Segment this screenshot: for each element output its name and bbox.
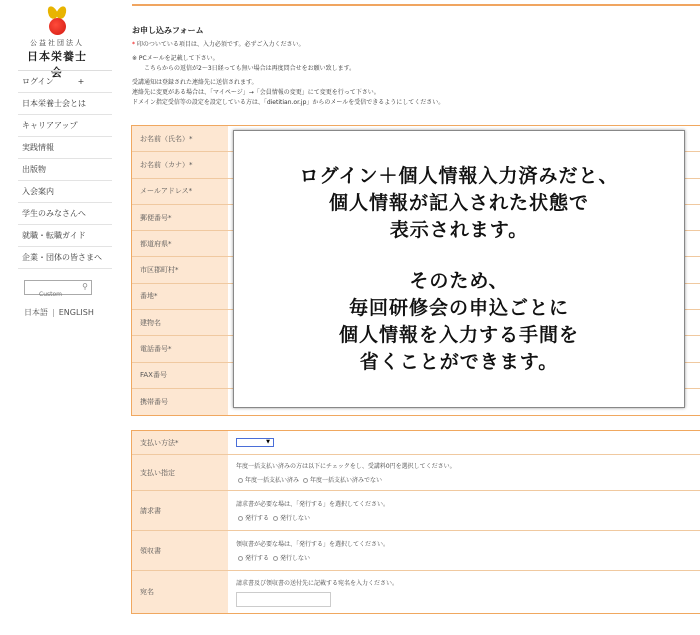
note-pc-mail: ※ PCメールを記載して下さい。	[132, 55, 219, 62]
field-label: 携帯番号	[132, 389, 228, 415]
field-label: FAX番号	[132, 363, 228, 388]
not-paid-radio[interactable]: 年度一括支払い済みでない	[303, 477, 382, 484]
site-search	[24, 280, 92, 295]
required-mark: *	[132, 41, 135, 48]
field-label: 都道府県*	[132, 231, 228, 256]
form-row-address-to	[132, 571, 700, 613]
field-label: 建物名	[132, 310, 228, 335]
field-label: 領収書	[132, 531, 228, 570]
address-to-desc: 請求書及び領収書の送付先に記載する宛名を入力ください。	[236, 579, 399, 587]
sidebar-item-practice[interactable]: 実践情報	[18, 137, 112, 159]
site-logo[interactable]	[22, 6, 92, 80]
sidebar-item-membership[interactable]: 入会案内	[18, 181, 112, 203]
note-pc-reply: こちらからの返信が2～3日経っても無い場合は再度問合せをお願い致します。	[144, 65, 356, 72]
sidebar	[0, 0, 112, 635]
form-row-receipt	[132, 531, 700, 571]
note-required: 印のついている項目は、入力必須です。必ずご入力ください。	[136, 41, 305, 48]
callout-line: 個人情報を入力する手間を	[338, 323, 579, 346]
receipt-issue-radio[interactable]: 発行する	[238, 555, 269, 562]
plus-icon: +	[77, 77, 85, 86]
top-divider	[132, 4, 700, 6]
field-label: お名前（氏名）*	[132, 126, 228, 151]
receipt-desc: 領収書が必要な場は、「発行する」を選択してください。	[236, 541, 390, 548]
note-notification: 受講通知は登録された連絡先に送信されます。	[132, 79, 258, 86]
invoice-no-issue-radio[interactable]: 発行しない	[273, 515, 310, 522]
callout-line: 個人情報が記入された状態で	[328, 191, 589, 214]
form-row-invoice	[132, 491, 700, 531]
paid-radio[interactable]: 年度一括支払い済み	[238, 477, 299, 484]
sidebar-item-publications[interactable]: 出版物	[18, 159, 112, 181]
sidebar-item-jobs[interactable]: 就職・転職ガイド	[18, 225, 112, 247]
sidebar-item-label: ログイン	[22, 77, 54, 86]
callout-line: ログイン＋個人情報入力済みだと、	[299, 164, 619, 187]
sidebar-item-companies[interactable]: 企業・団体の皆さまへ	[18, 247, 112, 269]
field-label: 電話番号*	[132, 336, 228, 361]
callout-line: 表示されます。	[389, 218, 529, 241]
form-row-payment-method	[132, 431, 700, 455]
invoice-issue-radio[interactable]: 発行する	[238, 515, 269, 522]
invoice-desc: 請求書が必要な場は、「発行する」を選択してください。	[236, 501, 390, 508]
field-label: 番地*	[132, 284, 228, 309]
language-switcher	[24, 307, 94, 318]
field-label: 宛名	[132, 571, 228, 613]
field-label: 支払い指定	[132, 455, 228, 490]
sidebar-item-career[interactable]: キャリアアップ	[18, 115, 112, 137]
form-notes	[132, 40, 692, 108]
callout-line: 省くことができます。	[359, 350, 559, 373]
note-domain: ドメイン指定受信等の設定を設定している方は、「dietitian.or.jp」からのメールを受信できるようにしてください。	[132, 99, 445, 106]
payment-method-select[interactable]	[236, 438, 274, 447]
note-change: 連絡先に変更がある場合は、「マイページ」→「会員情報の変更」にて変更を行って下さい。	[132, 89, 380, 96]
logo-emblem-icon	[42, 6, 72, 38]
search-icon[interactable]: ⚲	[82, 282, 88, 291]
logo-subtitle: 公益社団法人	[30, 39, 84, 47]
explanation-callout	[233, 130, 685, 408]
sidebar-item-about[interactable]: 日本栄養士会とは	[18, 93, 112, 115]
search-input[interactable]	[25, 288, 77, 301]
payment-table	[131, 430, 700, 614]
field-label: 市区郡町村*	[132, 257, 228, 282]
sidebar-nav	[18, 70, 112, 269]
payment-spec-desc: 年度一括支払い済みの方は以下にチェックをし、受講料0円を選択してください。	[236, 463, 456, 470]
chevron-down-icon: ▼	[266, 439, 270, 445]
lang-english-link[interactable]: ENGLISH	[58, 308, 94, 317]
sidebar-item-login[interactable]	[18, 71, 112, 93]
logo-title: 日本栄養士会	[27, 50, 87, 79]
receipt-no-issue-radio[interactable]: 発行しない	[273, 555, 310, 562]
lang-japanese-link[interactable]: 日本語	[24, 308, 48, 317]
field-label: お名前（カナ）*	[132, 152, 228, 177]
field-label: 郵便番号*	[132, 205, 228, 230]
form-row-payment-spec	[132, 455, 700, 491]
field-label: 支払い方法*	[132, 431, 228, 454]
field-label: メールアドレス*	[132, 179, 228, 204]
sidebar-item-students[interactable]: 学生のみなさんへ	[18, 203, 112, 225]
address-to-input[interactable]	[236, 592, 331, 607]
form-title: お申し込みフォーム	[132, 26, 204, 35]
field-label: 請求書	[132, 491, 228, 530]
callout-line: 毎回研修会の申込ごとに	[348, 296, 569, 319]
lang-separator: |	[52, 308, 55, 317]
callout-line: そのため、	[409, 269, 509, 292]
